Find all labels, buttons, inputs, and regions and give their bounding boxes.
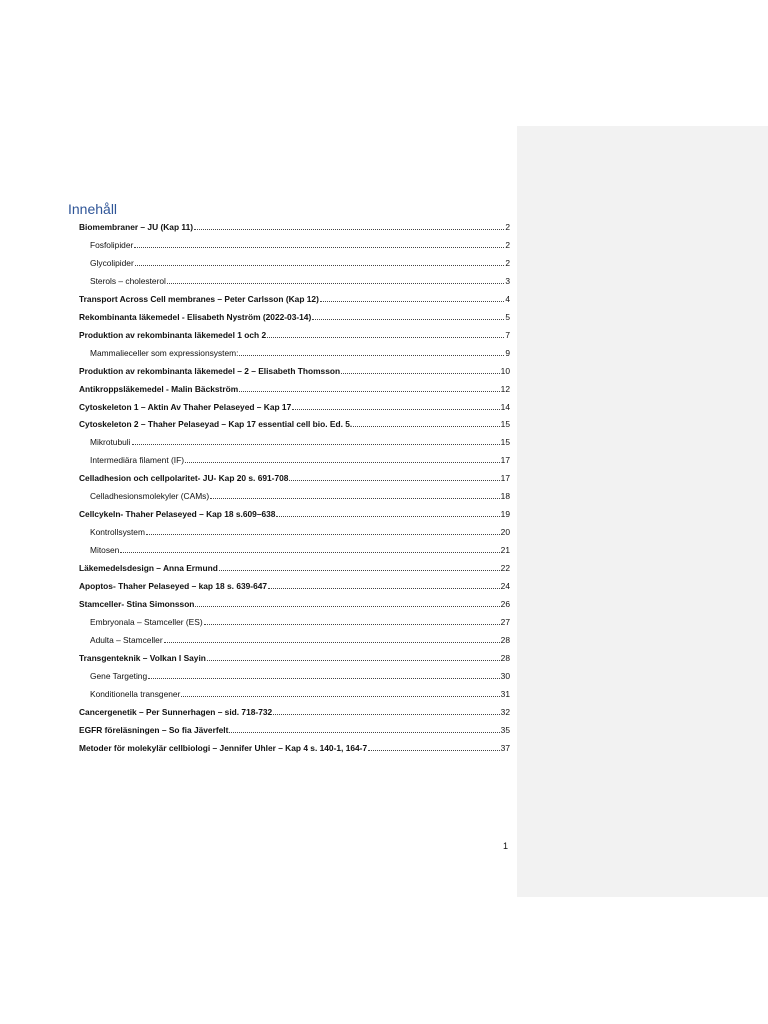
- toc-entry-leader: [135, 265, 505, 266]
- toc-entry[interactable]: [79, 578, 510, 592]
- toc-entry-title: Embryonala – Stamceller (ES): [90, 616, 203, 627]
- toc-entry-leader: [267, 337, 504, 338]
- toc-entry-page: 21: [500, 545, 510, 556]
- toc-entry-title: Apoptos- Thaher Pelaseyed – kap 18 s. 639-647: [79, 581, 268, 591]
- toc-entry-title: Adulta – Stamceller: [90, 634, 163, 645]
- toc-entry-leader: [146, 534, 500, 535]
- toc-entry-page: 31: [500, 688, 510, 699]
- toc-entry-page: 18: [500, 491, 510, 502]
- toc-entry[interactable]: [90, 524, 510, 538]
- toc-entry[interactable]: [90, 488, 510, 502]
- toc-heading: Innehåll: [68, 201, 118, 217]
- toc-entry[interactable]: [79, 399, 510, 413]
- toc-entry-title: Gene Targeting: [90, 670, 148, 681]
- toc-entry-title: Celladhesion och cellpolaritet- JU- Kap 20 s. 691-708: [79, 473, 289, 484]
- toc-entry[interactable]: [90, 686, 510, 700]
- toc-entry-leader: [148, 678, 500, 679]
- toc-entry-page: 24: [500, 581, 510, 591]
- toc-entry[interactable]: [79, 740, 510, 754]
- toc-entry-page: 5: [505, 311, 510, 322]
- toc-entry-page: 15: [500, 437, 510, 448]
- toc-entry-page: 4: [505, 293, 510, 304]
- toc-entry-title: Produktion av rekombinanta läkemedel – 2 – Elisabeth Thomsson: [79, 365, 341, 376]
- toc-entry-page: 37: [500, 742, 510, 753]
- toc-entry-title: Läkemedelsdesign – Anna Ermund: [79, 563, 218, 574]
- toc-entry-page: 17: [500, 473, 510, 484]
- toc-entry-leader: [120, 552, 499, 553]
- toc-entry-leader: [289, 480, 499, 481]
- toc-entry-title: Mikrotubuli: [90, 437, 131, 448]
- toc-entry[interactable]: [90, 237, 510, 251]
- toc-entry-leader: [353, 426, 499, 427]
- toc-entry-leader: [368, 750, 500, 751]
- toc-entry[interactable]: [90, 452, 510, 466]
- toc-entry-title: Kontrollsystem: [90, 527, 145, 538]
- toc-entry-title: Konditionella transgener: [90, 688, 181, 699]
- toc-entry-leader: [207, 660, 500, 661]
- toc-entry[interactable]: [79, 704, 510, 718]
- toc-entry-page: 28: [500, 634, 510, 645]
- toc-entry-title: Transgenteknik – Volkan I Sayin: [79, 652, 206, 663]
- comment-pane: [517, 126, 768, 897]
- toc-entry-page: 15: [500, 419, 510, 430]
- toc-entry-leader: [341, 373, 500, 374]
- toc-entry-leader: [167, 283, 504, 284]
- toc-entry-title: Cytoskeleton 1 – Aktin Av Thaher Pelaseyed – Kap 17: [79, 401, 292, 412]
- toc-entry-page: 2: [505, 239, 510, 250]
- toc-entry-page: 3: [505, 275, 510, 286]
- toc-entry-title: Intermediära filament (IF): [90, 455, 185, 466]
- toc-entry-page: 2: [505, 257, 510, 268]
- toc-entry[interactable]: [79, 506, 510, 520]
- toc-entry-title: Cytoskeleton 2 – Thaher Pelaseyad – Kap 17 essential cell bio. Ed. 5.: [79, 419, 353, 430]
- toc-entry-page: 12: [500, 383, 510, 394]
- toc-entry-leader: [204, 624, 500, 625]
- toc-entry[interactable]: [79, 381, 510, 395]
- toc-entry-page: 20: [500, 527, 510, 538]
- toc-entry-leader: [320, 301, 504, 302]
- toc-entry-title: Stamceller- Stina Simonsson: [79, 598, 195, 609]
- toc-entry-leader: [312, 319, 504, 320]
- toc-entry[interactable]: [79, 363, 510, 377]
- toc-entry-page: 28: [500, 652, 510, 663]
- toc-entry-page: 26: [500, 598, 510, 609]
- toc-entry[interactable]: [90, 542, 510, 556]
- toc-entry-leader: [219, 570, 500, 571]
- toc-entry[interactable]: [79, 470, 510, 484]
- toc-entry-title: EGFR föreläsningen – So fia Jäverfelt: [79, 724, 229, 735]
- toc-entry-title: Sterols – cholesterol: [90, 275, 166, 286]
- toc-entry[interactable]: [90, 255, 510, 269]
- toc-entry[interactable]: [90, 668, 510, 682]
- toc-entry-leader: [268, 588, 500, 589]
- toc-entry-leader: [181, 696, 499, 697]
- toc-entry-title: Rekombinanta läkemedel - Elisabeth Nyström (2022-03-14): [79, 311, 312, 322]
- toc-entry-title: Mitosen: [90, 545, 120, 556]
- toc-entry[interactable]: [79, 650, 510, 664]
- toc-entry[interactable]: [79, 416, 510, 430]
- toc-entry-page: 22: [500, 563, 510, 574]
- toc-entry-title: Metoder för molekylär cellbiologi – Jennifer Uhler – Kap 4 s. 140-1, 164-7: [79, 742, 368, 753]
- toc-entry-leader: [195, 606, 499, 607]
- toc-entry[interactable]: [79, 560, 510, 574]
- page-number: 1: [503, 841, 509, 851]
- toc-entry-leader: [276, 516, 499, 517]
- toc-entry[interactable]: [79, 291, 510, 305]
- toc-entry-title: Mammalieceller som expressionsystem:: [90, 347, 239, 358]
- toc-entry-leader: [132, 444, 500, 445]
- toc-entry-page: 35: [500, 724, 510, 735]
- toc-entry-page: 14: [500, 401, 510, 412]
- toc-entry-page: 19: [500, 509, 510, 520]
- toc-entry[interactable]: [90, 273, 510, 287]
- toc-entry-title: Fosfolipider: [90, 239, 134, 250]
- toc-entry[interactable]: [90, 614, 510, 628]
- toc-entry[interactable]: [79, 327, 510, 341]
- toc-entry-leader: [164, 642, 500, 643]
- toc-entry-title: Produktion av rekombinanta läkemedel 1 och 2: [79, 329, 267, 340]
- toc-entry[interactable]: [90, 434, 510, 448]
- toc-entry-title: Antikroppsläkemedel - Malin Bäckström: [79, 383, 239, 394]
- toc-entry-page: 32: [500, 706, 510, 717]
- toc-entry-title: Celladhesionsmolekyler (CAMs): [90, 491, 210, 502]
- toc-entry-page: 30: [500, 670, 510, 681]
- toc-entry-leader: [239, 391, 500, 392]
- toc-entry-leader: [229, 732, 499, 733]
- toc-entry-page: 17: [500, 455, 510, 466]
- toc-entry[interactable]: [90, 345, 510, 359]
- toc-entry-title: Transport Across Cell membranes – Peter Carlsson (Kap 12): [79, 293, 319, 304]
- toc-entry-page: 7: [505, 329, 510, 340]
- toc-entry-title: Glycolipider: [90, 257, 134, 268]
- toc-entry-leader: [194, 229, 504, 230]
- toc-entry-page: 10: [500, 365, 510, 376]
- toc-entry-leader: [273, 714, 499, 715]
- toc-entry[interactable]: [79, 596, 510, 610]
- toc-entry-title: Biomembraner – JU (Kap 11): [79, 222, 194, 232]
- toc-entry-leader: [292, 409, 499, 410]
- toc-entry[interactable]: [79, 309, 510, 323]
- toc-entry-title: Cancergenetik – Per Sunnerhagen – sid. 718-732: [79, 706, 273, 717]
- toc-entry-leader: [185, 462, 500, 463]
- toc-entry-page: 9: [505, 347, 510, 358]
- toc-entry-leader: [210, 498, 500, 499]
- toc-entry-leader: [239, 355, 504, 356]
- toc-entry[interactable]: [79, 722, 510, 736]
- toc-entry-page: 2: [505, 222, 510, 232]
- toc-entry-leader: [134, 247, 504, 248]
- toc-entry-page: 27: [500, 616, 510, 627]
- toc-entry[interactable]: [79, 219, 510, 233]
- toc-entry[interactable]: [90, 632, 510, 646]
- toc-entry-title: Cellcykeln- Thaher Pelaseyed – Kap 18 s.609–638: [79, 509, 276, 520]
